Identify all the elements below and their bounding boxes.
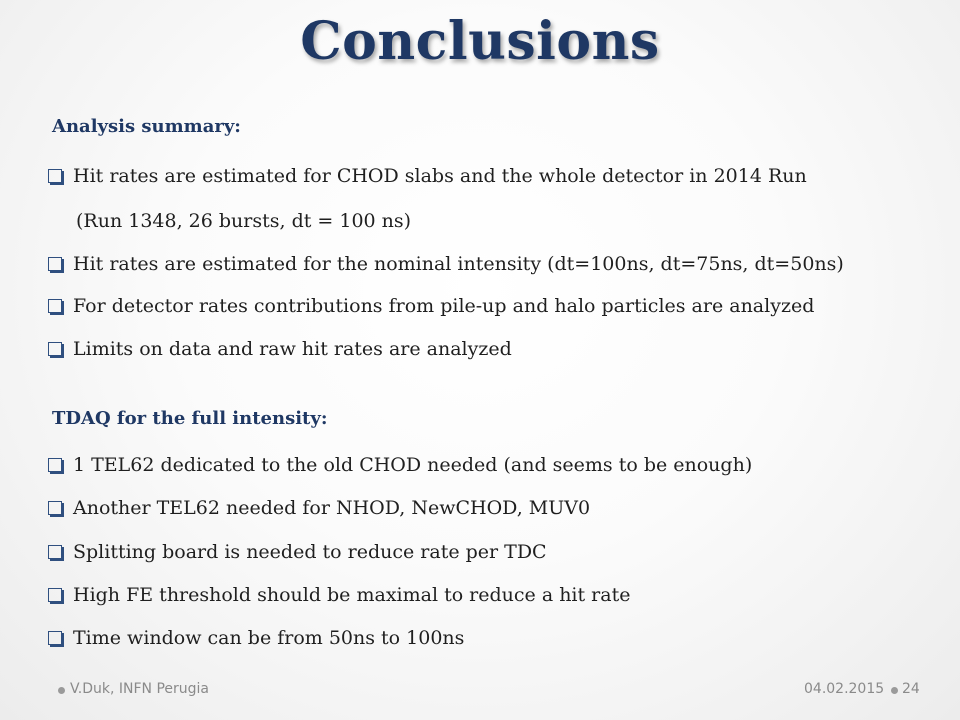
checkbox-bullet-icon: [48, 299, 62, 313]
bullet-item: [48, 295, 814, 317]
footer-author: V.Duk, INFN Perugia: [70, 681, 210, 697]
bullet-item: [48, 165, 807, 187]
checkbox-bullet-icon: [48, 545, 62, 559]
checkbox-bullet-icon: [48, 588, 62, 602]
bullet-text: Splitting board is needed to reduce rate per TDC: [73, 541, 547, 563]
checkbox-bullet-icon: [48, 631, 62, 645]
page-number: 24: [902, 681, 920, 697]
section-heading-tdaq: TDAQ for the full intensity:: [52, 408, 328, 429]
bullet-item: [48, 497, 590, 519]
checkbox-bullet-icon: [48, 169, 62, 183]
bullet-item: [48, 541, 547, 563]
bullet-text: Time window can be from 50ns to 100ns: [73, 627, 465, 649]
checkbox-bullet-icon: [48, 342, 62, 356]
checkbox-bullet-icon: [48, 458, 62, 472]
bullet-text: Hit rates are estimated for CHOD slabs and the whole detector in 2014 Run: [73, 165, 807, 187]
bullet-item: [48, 454, 752, 476]
bullet-item: [48, 584, 630, 606]
bullet-text: Limits on data and raw hit rates are analyzed: [73, 338, 512, 360]
footer-dot-icon: [58, 687, 65, 694]
bullet-continuation: (Run 1348, 26 bursts, dt = 100 ns): [76, 210, 412, 232]
bullet-text: High FE threshold should be maximal to reduce a hit rate: [73, 584, 631, 606]
slide-title: Conclusions: [300, 11, 660, 72]
bullet-text: Another TEL62 needed for NHOD, NewCHOD, MUV0: [73, 497, 591, 519]
section-heading-analysis: Analysis summary:: [52, 116, 241, 137]
bullet-item: [48, 253, 844, 275]
footer-dot-icon: [891, 687, 898, 694]
checkbox-bullet-icon: [48, 257, 62, 271]
bullet-text: For detector rates contributions from pile-up and halo particles are analyzed: [73, 295, 815, 317]
footer-date: 04.02.2015: [804, 681, 885, 697]
bullet-item: [48, 338, 512, 360]
bullet-item: [48, 627, 464, 649]
bullet-text: 1 TEL62 dedicated to the old CHOD needed (and seems to be enough): [73, 454, 753, 476]
bullet-text: Hit rates are estimated for the nominal intensity (dt=100ns, dt=75ns, dt=50ns): [73, 253, 844, 275]
checkbox-bullet-icon: [48, 501, 62, 515]
